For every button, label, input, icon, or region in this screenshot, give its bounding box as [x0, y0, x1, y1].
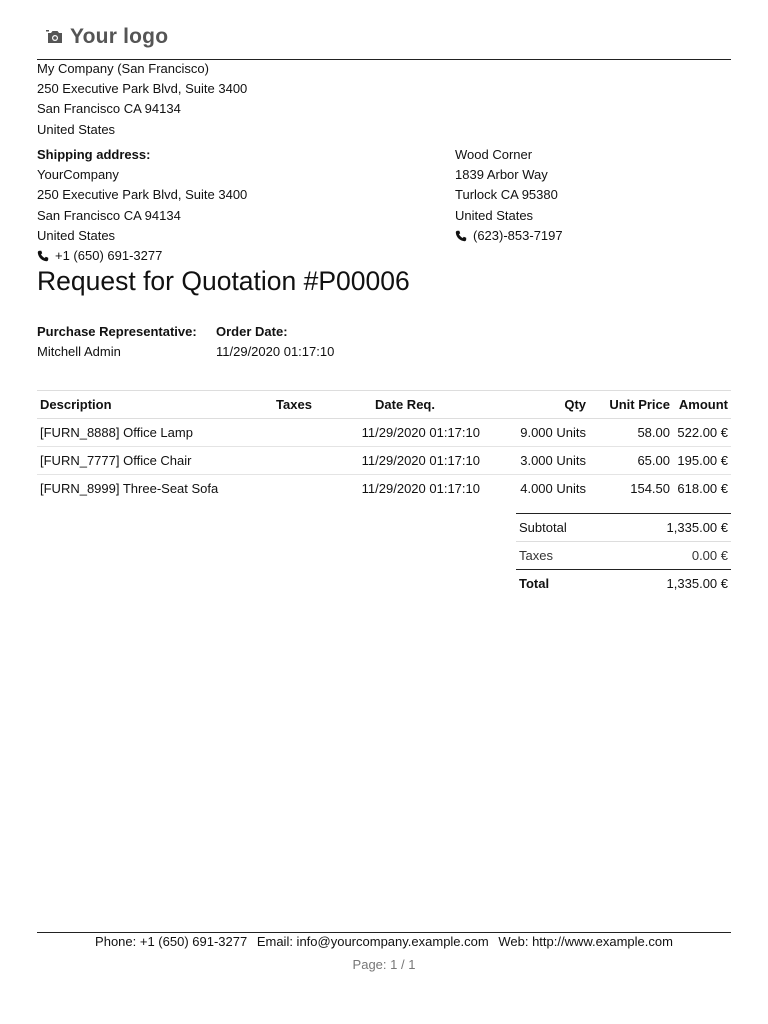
total-value: 1,335.00 € — [611, 570, 731, 598]
row-unit-price: 58.00 — [589, 419, 673, 447]
company-name: My Company (San Francisco) — [37, 61, 209, 76]
totals-table — [516, 513, 731, 597]
order-date-value: 11/29/2020 01:17:10 — [216, 344, 335, 359]
footer-phone: Phone: +1 (650) 691-3277 — [95, 934, 248, 949]
vendor-name: Wood Corner — [455, 147, 533, 162]
shipping-name: YourCompany — [37, 167, 119, 183]
row-amount: 618.00 € — [677, 481, 728, 496]
order-date-block — [216, 322, 334, 362]
taxes-value: 0.00 € — [691, 548, 728, 563]
vendor-country: United States — [455, 207, 534, 223]
representative-block — [37, 322, 197, 362]
table-row — [37, 447, 731, 475]
row-date-req: 11/29/2020 01:17:10 — [327, 447, 483, 475]
row-qty: 3.000 Units — [483, 447, 589, 475]
shipping-phone: +1 (650) 691-3277 — [55, 248, 163, 264]
footer-contact — [37, 932, 731, 952]
shipping-street: 250 Executive Park Blvd, Suite 3400 — [37, 187, 248, 203]
row-amount: 195.00 € — [673, 447, 731, 475]
row-taxes — [261, 419, 327, 447]
table-header-row — [37, 391, 731, 419]
row-description: [FURN_8999] Three-Seat Sofa — [40, 481, 219, 496]
row-unit-price: 154.50 — [630, 481, 670, 496]
representative-label: Purchase Representative: — [37, 324, 197, 339]
subtotal-label: Subtotal — [516, 514, 611, 542]
shipping-country: United States — [37, 227, 116, 243]
taxes-label: Taxes — [519, 548, 553, 563]
shipping-address — [37, 145, 247, 266]
taxes-row — [516, 542, 731, 570]
row-description: [FURN_7777] Office Chair — [37, 447, 261, 475]
header-unit-price: Unit Price — [589, 391, 673, 419]
subtotal-value: 1,335.00 € — [611, 514, 731, 542]
row-taxes — [261, 475, 327, 503]
company-address — [37, 59, 247, 140]
document-title: Request for Quotation #P00006 — [37, 266, 410, 296]
page-number: Page: 1 / 1 — [352, 957, 416, 972]
header-description: Description — [37, 391, 261, 419]
total-label: Total — [516, 570, 611, 598]
company-city: San Francisco CA 94134 — [37, 101, 181, 117]
row-unit-price: 65.00 — [589, 447, 673, 475]
shipping-label: Shipping address: — [37, 147, 151, 162]
vendor-city: Turlock CA 95380 — [455, 187, 558, 203]
header-date-req: Date Req. — [327, 391, 483, 419]
footer-web: Web: http://www.example.com — [498, 934, 673, 949]
header-qty: Qty — [483, 391, 589, 419]
company-logo — [38, 18, 170, 56]
total-row — [516, 570, 731, 598]
company-country: United States — [37, 121, 116, 137]
row-qty: 4.000 Units — [520, 481, 586, 496]
header-amount: Amount — [673, 391, 731, 419]
row-date-req: 11/29/2020 01:17:10 — [327, 419, 483, 447]
vendor-address — [455, 145, 563, 246]
table-row — [37, 419, 731, 447]
table-row — [37, 475, 731, 503]
row-taxes — [261, 447, 327, 475]
phone-icon — [455, 230, 467, 242]
camera-icon — [46, 29, 64, 45]
header-taxes: Taxes — [261, 391, 327, 419]
vendor-phone: (623)-853-7197 — [473, 227, 563, 243]
vendor-street: 1839 Arbor Way — [455, 167, 548, 183]
logo-text: Your logo — [70, 25, 169, 48]
row-date-req: 11/29/2020 01:17:10 — [361, 481, 480, 496]
vendor-phone-row — [455, 226, 563, 246]
row-description: [FURN_8888] Office Lamp — [37, 419, 261, 447]
order-date-label: Order Date: — [216, 324, 288, 339]
shipping-city: San Francisco CA 94134 — [37, 207, 181, 223]
phone-icon — [37, 250, 49, 262]
representative-value: Mitchell Admin — [37, 344, 121, 359]
footer-email: Email: info@yourcompany.example.com — [256, 934, 489, 949]
row-qty: 9.000 Units — [483, 419, 589, 447]
order-lines-table — [37, 390, 731, 502]
row-amount: 522.00 € — [673, 419, 731, 447]
subtotal-row — [516, 514, 731, 542]
company-street: 250 Executive Park Blvd, Suite 3400 — [37, 81, 248, 97]
